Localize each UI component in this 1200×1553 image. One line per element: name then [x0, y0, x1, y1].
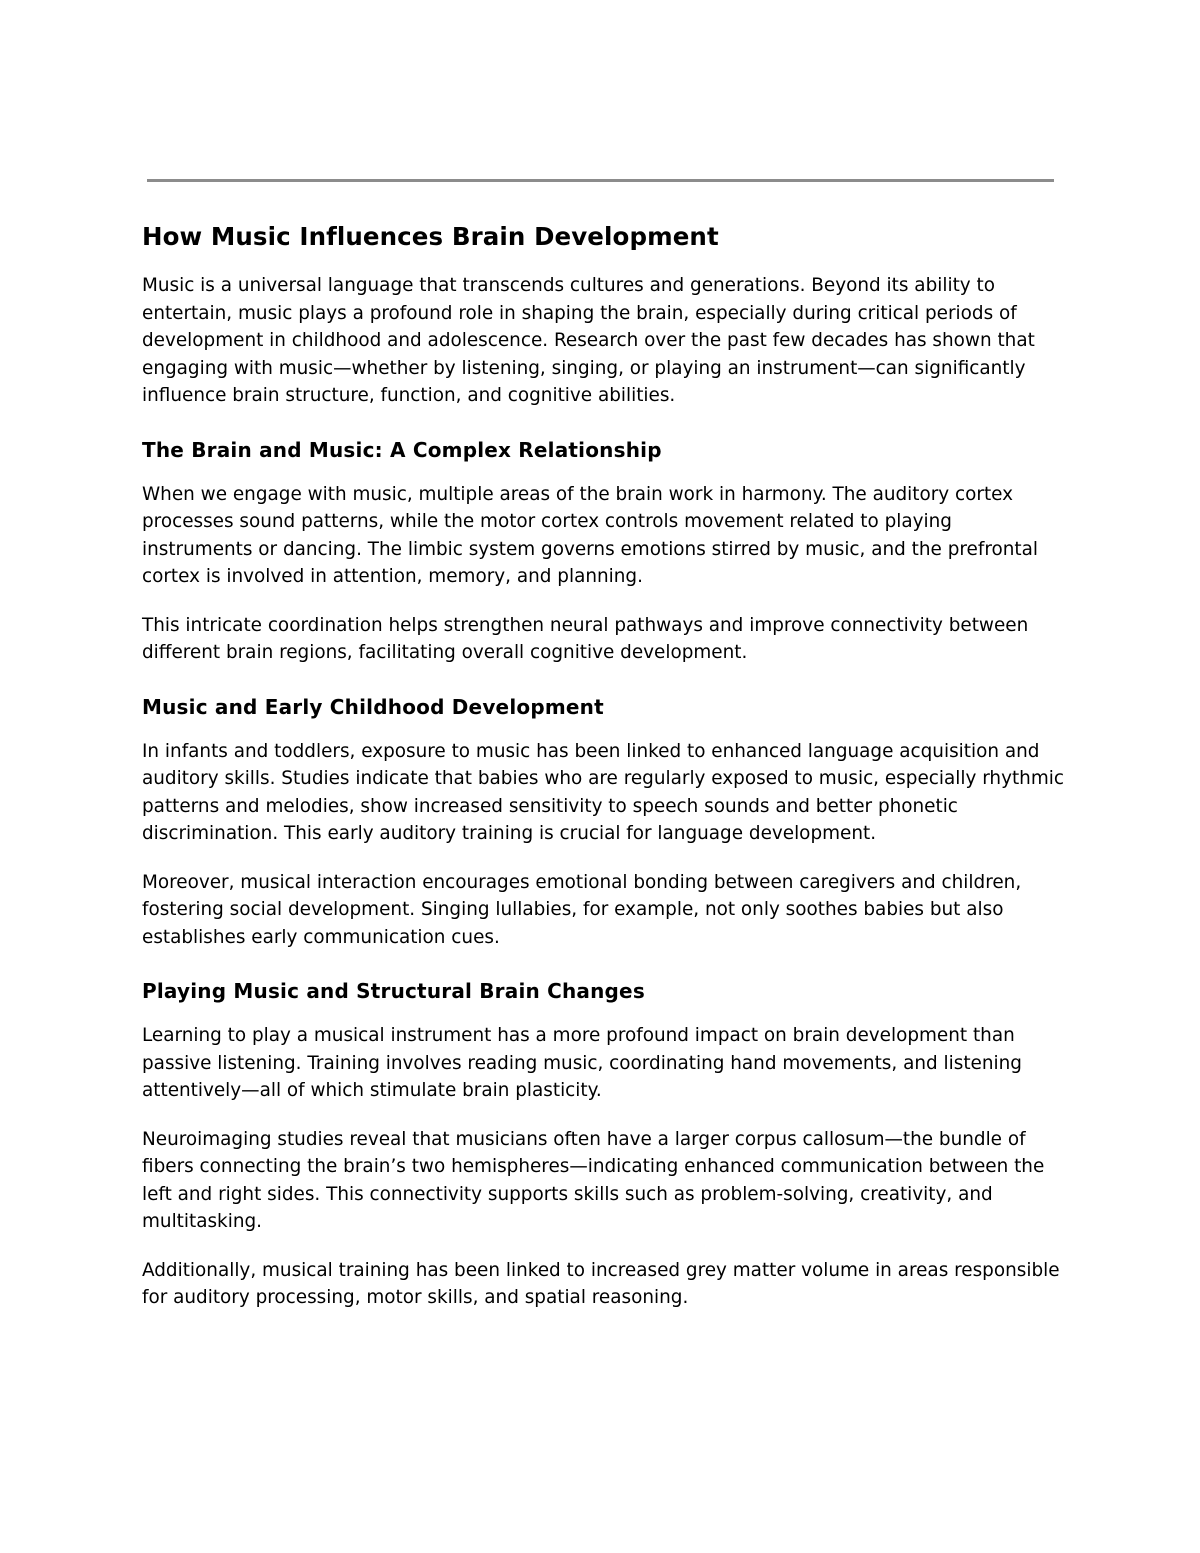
paragraph: When we engage with music, multiple areas of the brain work in harmony. The auditory cortex processes sound patterns, while the motor cortex controls movement related to playing instruments or dancing. The limbic system governs emotions stirred by music, and the prefrontal cortex is involved in attention, memory, and planning.: [142, 483, 1038, 587]
document-title: How Music Influences Brain Development: [142, 222, 719, 251]
intro-paragraph: Music is a universal language that transcends cultures and generations. Beyond its ability to entertain, music plays a profound role in shaping the brain, especially during critical periods of development in childhood and adolescence. Research over the past few decades has shown that engaging with music—whether by listening, singing, or playing an instrument—can significantly influence brain structure, function, and cognitive abilities.: [142, 275, 1035, 406]
document-body: [142, 215, 1066, 1333]
paragraph: Additionally, musical training has been linked to increased grey matter volume in areas responsible for auditory processing, motor skills, and spatial reasoning.: [142, 1259, 1060, 1308]
paragraph: Moreover, musical interaction encourages emotional bonding between caregivers and children, fostering social development. Singing lullabies, for example, not only soothes babies but also establishes early communication cues.: [142, 871, 1022, 948]
paragraph: This intricate coordination helps strengthen neural pathways and improve connectivity between different brain regions, facilitating overall cognitive development.: [142, 614, 1029, 663]
section-heading-structural-changes: Playing Music and Structural Brain Changes: [142, 979, 645, 1003]
paragraph: In infants and toddlers, exposure to music has been linked to enhanced language acquisition and auditory skills. Studies indicate that babies who are regularly exposed to music, especially rhythmic patterns and melodies, show increased sensitivity to speech sounds and better phonetic discrimination. This early auditory training is crucial for language development.: [142, 740, 1064, 844]
section-heading-early-childhood: Music and Early Childhood Development: [142, 694, 604, 719]
paragraph: Learning to play a musical instrument has a more profound impact on brain development than passive listening. Training involves reading music, coordinating hand movements, and listening attentively—all of which stimulate brain plasticity.: [142, 1025, 1022, 1101]
section-heading-brain-and-music: The Brain and Music: A Complex Relationship: [142, 437, 662, 462]
horizontal-rule: [147, 179, 1054, 182]
paragraph: Neuroimaging studies reveal that musicians often have a larger corpus callosum—the bundle of fibers connecting the brain’s two hemispheres—indicating enhanced communication between the left and right sides. This connectivity supports skills such as problem-solving, creativity, and multitasking.: [142, 1128, 1045, 1232]
